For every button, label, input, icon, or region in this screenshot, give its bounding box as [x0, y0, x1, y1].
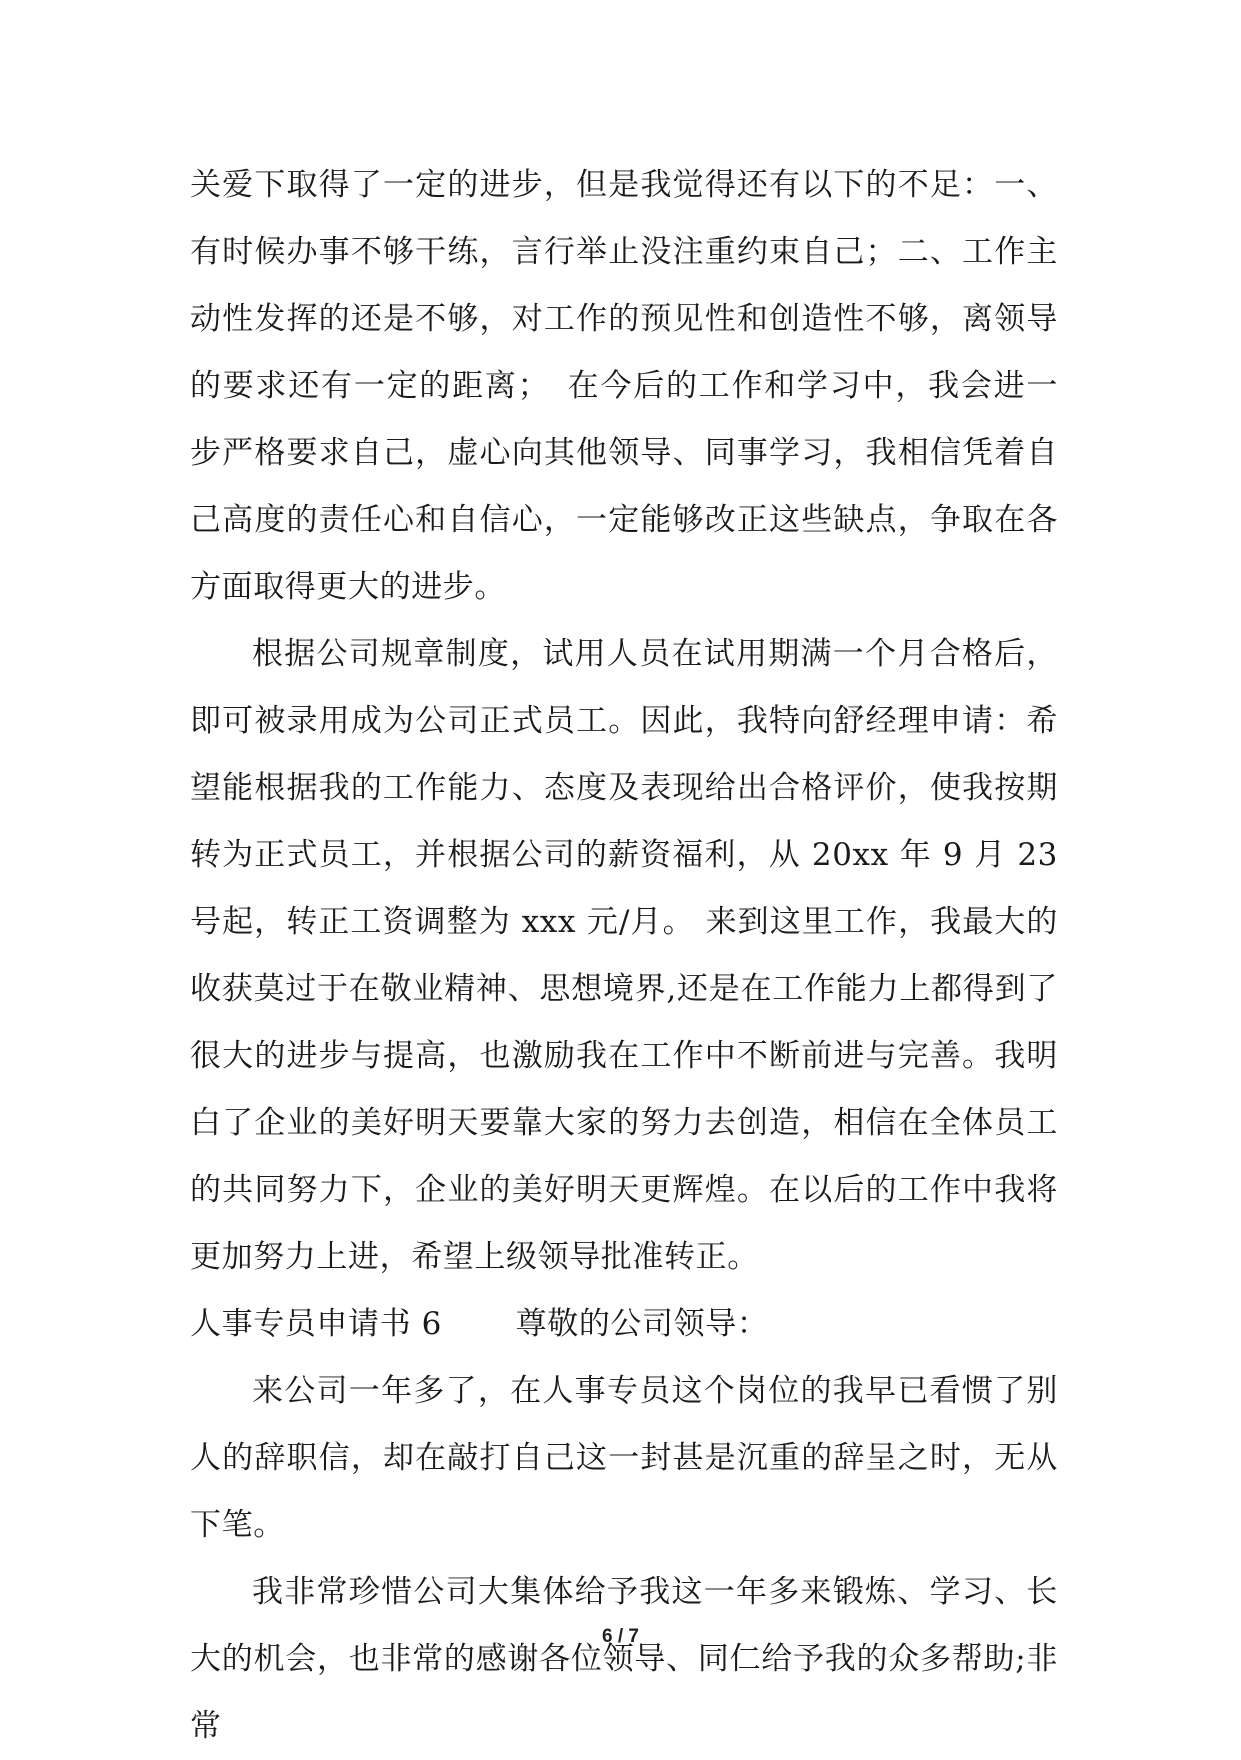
section-heading: 人事专员申请书 6 尊敬的公司领导：	[190, 1306, 769, 1342]
body-paragraph-1: 关爱下取得了一定的进步，但是我觉得还有以下的不足：一、有时候办事不够干练，言行举止没注重约束自己；二、工作主动性发挥的还是不够，对工作的预见性和创造性不够，离领导的要求还有一定的距离； 在今后的工作和学习中，我会进一步严格要求自己，虚心向其他领导、同事学习，我相信凭着自己高度的责任心和自信心，一定能够改正这些缺点，争取在各方面取得更大的进步。	[190, 167, 1058, 605]
body-paragraph-2: 根据公司规章制度，试用人员在试用期满一个月合格后，即可被录用成为公司正式员工。因此，我特向舒经理申请：希望能根据我的工作能力、态度及表现给出合格评价，使我按期转为正式员工，并根据公司的薪资福利，从 20xx 年 9 月 23 号起，转正工资调整为 xxx 元/月。 来到这里工作，我最大的收获莫过于在敬业精神、思想境界,还是在工作能力上都得到了很大的进步与提高，也激励我在工作中不断前进与完善。我明白了企业的美好明天要靠大家的努力去创造，相信在全体员工的共同努力下，企业的美好明天更辉煌。在以后的工作中我将更加努力上进，希望上级领导批准转正。	[190, 636, 1058, 1275]
body-paragraph-4: 我非常珍惜公司大集体给予我这一年多来锻炼、学习、长大的机会，也非常的感谢各位领导、同仁给予我的众多帮助;非常	[190, 1574, 1058, 1744]
page-number: 6 / 7	[602, 1626, 639, 1647]
body-paragraph-3: 来公司一年多了，在人事专员这个岗位的我早已看惯了别人的辞职信，却在敲打自己这一封甚是沉重的辞呈之时，无从下笔。	[190, 1373, 1058, 1543]
document-body	[190, 152, 1058, 1760]
